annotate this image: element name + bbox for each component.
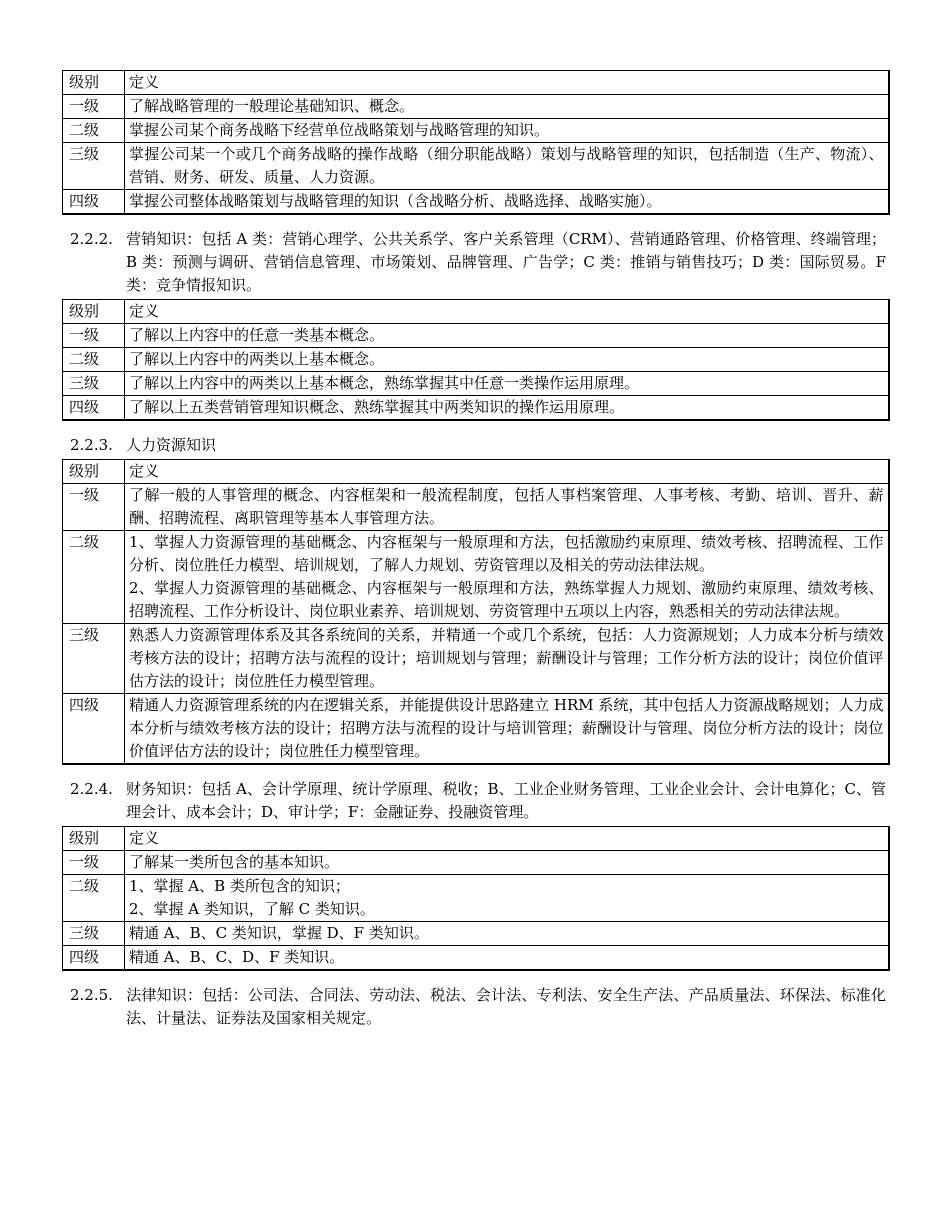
definition-cell: [125, 143, 889, 190]
level-cell: 二级: [63, 119, 125, 143]
definition-text: 了解战略管理的一般理论基础知识、概念。: [129, 97, 415, 115]
definition-cell: [125, 190, 889, 215]
definition-cell: [125, 396, 889, 421]
definition-text: 了解一般的人事管理的概念、内容框架和一般流程制度，包括人事档案管理、人事考核、考勤、培训、晋升、薪酬、招聘流程、离职管理等基本人事管理方法。: [129, 486, 884, 527]
level-cell: 三级: [63, 624, 125, 694]
definition-cell: [125, 624, 889, 694]
table-row: [63, 922, 889, 946]
level-cell: 一级: [63, 95, 125, 119]
definition-cell: [125, 922, 889, 946]
section-number: 2.2.3.: [70, 436, 113, 454]
table-row: [63, 348, 889, 372]
table-header-row: [63, 460, 889, 484]
definition-cell: [125, 119, 889, 143]
level-cell: 一级: [63, 324, 125, 348]
definition-text: 掌握公司整体战略策划与战略管理的知识（含战略分析、战略选择、战略实施）。: [129, 192, 662, 210]
marketing-knowledge-table: [62, 299, 890, 421]
definition-text: 2、掌握 A 类知识，了解 C 类知识。: [129, 900, 375, 918]
level-cell: 三级: [63, 372, 125, 396]
header-level: 级别: [63, 300, 125, 324]
header-definition: 定义: [125, 460, 889, 484]
definition-text: 了解某一类所包含的基本知识。: [129, 853, 340, 871]
definition-text: 掌握公司某一个或几个商务战略的操作战略（细分职能战略）策划与战略管理的知识，包括制造（生产、物流）、营销、财务、研发、质量、人力资源。: [129, 145, 884, 186]
table-row: [63, 372, 889, 396]
table-row: [63, 875, 889, 922]
level-cell: 三级: [63, 143, 125, 190]
definition-text: 了解以上五类营销管理知识概念、熟练掌握其中两类知识的操作运用原理。: [129, 398, 625, 416]
table-row: [63, 531, 889, 624]
definition-text: 了解以上内容中的两类以上基本概念。: [129, 350, 385, 368]
table-row: [63, 484, 889, 531]
definition-text: 精通人力资源管理系统的内在逻辑关系，并能提供设计思路建立 HRM 系统，其中包括人力资源战略规划；人力成本分析与绩效考核方法的设计；招聘方法与流程的设计与培训管理；薪酬设计与管理、岗位分析方法的设计；岗位价值评估方法的设计；岗位胜任力模型管理。: [129, 696, 884, 760]
level-cell: 二级: [63, 348, 125, 372]
definition-text: 2、掌握人力资源管理的基础概念、内容框架与一般原理和方法，熟练掌握人力规划、激励约束原理、绩效考核、招聘流程、工作分析设计、岗位职业素养、培训规划、劳资管理中五项以上内容，熟悉相关的劳动法律法规。: [129, 579, 884, 620]
level-cell: 四级: [63, 396, 125, 421]
finance-knowledge-table: [62, 826, 890, 971]
table-row: [63, 143, 889, 190]
table-row: [63, 946, 889, 971]
document-page: [62, 70, 888, 1032]
definition-text: 了解以上内容中的任意一类基本概念。: [129, 326, 385, 344]
header-level: 级别: [63, 460, 125, 484]
table-row: [63, 851, 889, 875]
definition-text: 1、掌握 A、B 类所包含的知识；: [129, 877, 350, 895]
header-definition: 定义: [125, 827, 889, 851]
section-text: 财务知识：包括 A、会计学原理、统计学原理、税收；B、工业企业财务管理、工业企业会计、会计电算化；C、管理会计、成本会计；D、审计学；F：金融证券、投融资管理。: [126, 780, 886, 821]
strategy-knowledge-table: [62, 70, 890, 215]
level-cell: 二级: [63, 875, 125, 922]
table-row: [63, 624, 889, 694]
section-number: 2.2.4.: [70, 780, 113, 798]
definition-cell: [125, 694, 889, 765]
table-row: [63, 396, 889, 421]
level-cell: 二级: [63, 531, 125, 624]
header-definition: 定义: [125, 300, 889, 324]
header-definition: 定义: [125, 71, 889, 95]
table-row: [63, 190, 889, 215]
definition-cell: [125, 531, 889, 624]
definition-cell: [125, 372, 889, 396]
table-header-row: [63, 827, 889, 851]
level-cell: 四级: [63, 190, 125, 215]
table-row: [63, 324, 889, 348]
level-cell: 四级: [63, 694, 125, 765]
table-header-row: [63, 71, 889, 95]
definition-cell: [125, 946, 889, 971]
definition-text: 精通 A、B、C、D、F 类知识。: [129, 948, 345, 966]
header-level: 级别: [63, 71, 125, 95]
hr-knowledge-table: [62, 459, 890, 765]
definition-cell: [125, 95, 889, 119]
section-text: 法律知识：包括：公司法、合同法、劳动法、税法、会计法、专利法、安全生产法、产品质量法、环保法、标准化法、计量法、证券法及国家相关规定。: [126, 986, 886, 1027]
table-row: [63, 95, 889, 119]
definition-cell: [125, 875, 889, 922]
definition-cell: [125, 851, 889, 875]
table-row: [63, 119, 889, 143]
section-marketing-knowledge: [62, 228, 888, 297]
table-header-row: [63, 300, 889, 324]
level-cell: 三级: [63, 922, 125, 946]
section-text: 营销知识：包括 A 类：营销心理学、公共关系学、客户关系管理（CRM）、营销通路管理、价格管理、终端管理；B 类：预测与调研、营销信息管理、市场策划、品牌管理、广告学；C 类：推销与销售技巧；D 类：国际贸易。F 类：竞争情报知识。: [126, 230, 886, 294]
definition-text: 掌握公司某个商务战略下经营单位战略策划与战略管理的知识。: [129, 121, 550, 139]
section-finance-knowledge: [62, 778, 888, 824]
definition-cell: [125, 348, 889, 372]
definition-text: 了解以上内容中的两类以上基本概念，熟练掌握其中任意一类操作运用原理。: [129, 374, 640, 392]
definition-cell: [125, 484, 889, 531]
section-number: 2.2.2.: [70, 230, 113, 248]
definition-text: 熟悉人力资源管理体系及其各系统间的关系，并精通一个或几个系统，包括：人力资源规划；人力成本分析与绩效考核方法的设计；招聘方法与流程的设计；培训规划与管理；薪酬设计与管理；工作分析方法的设计；岗位价值评估方法的设计；岗位胜任力模型管理。: [129, 626, 884, 690]
level-cell: 一级: [63, 484, 125, 531]
level-cell: 一级: [63, 851, 125, 875]
header-level: 级别: [63, 827, 125, 851]
level-cell: 四级: [63, 946, 125, 971]
definition-cell: [125, 324, 889, 348]
section-number: 2.2.5.: [70, 986, 113, 1004]
section-text: 人力资源知识: [126, 436, 217, 454]
definition-text: 1、掌握人力资源管理的基础概念、内容框架与一般原理和方法，包括激励约束原理、绩效考核、招聘流程、工作分析、岗位胜任力模型、培训规划，了解人力规划、劳资管理以及相关的劳动法律法规。: [129, 533, 884, 574]
section-hr-knowledge: [62, 434, 888, 457]
section-legal-knowledge: [62, 984, 888, 1030]
definition-text: 精通 A、B、C 类知识，掌握 D、F 类知识。: [129, 924, 429, 942]
table-row: [63, 694, 889, 765]
